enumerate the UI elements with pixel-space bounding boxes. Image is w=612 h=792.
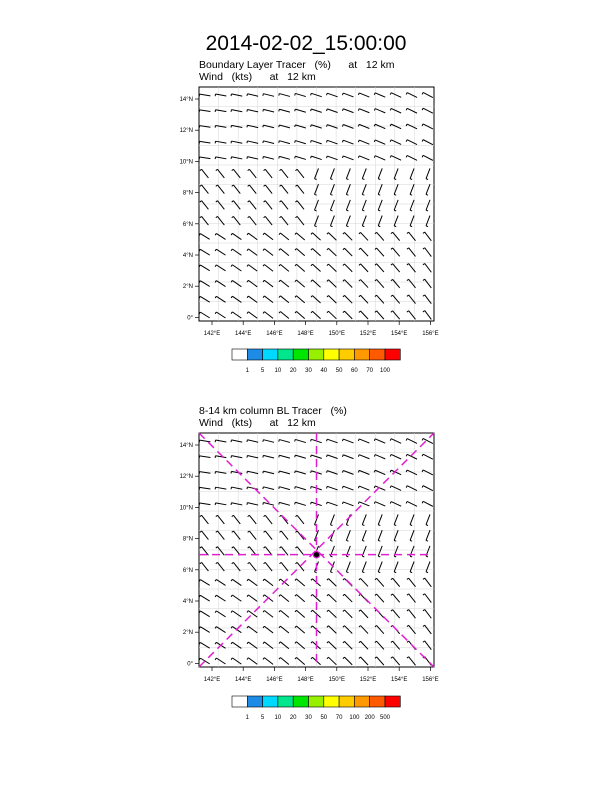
panel1-ytick-label: 12°N — [179, 128, 193, 135]
panel1-colorbar-label: 5 — [260, 368, 265, 374]
panel1-colorbar-label: 30 — [305, 368, 312, 374]
panel1-ytick-label: 6°N — [182, 221, 193, 228]
panel2-wind-barb-flag — [327, 502, 328, 504]
panel2-ytick-label: 10°N — [179, 505, 193, 512]
panel2-colorbar-box — [263, 696, 278, 707]
panel1-xtick-label: 148°E — [297, 331, 314, 337]
panel2-wind-barb-flag — [263, 503, 264, 505]
panel1-ytick-label: 8°N — [182, 190, 193, 197]
panel2-wind-barb-flag — [311, 455, 312, 457]
panel2-xtick-label: 152°E — [359, 677, 377, 683]
panel2-wind-barb-flag — [295, 502, 296, 504]
panel1-colorbar-label: 10 — [274, 368, 282, 374]
panel2-xtick-label: 142°E — [203, 677, 221, 683]
panel2-ytick-label: 4°N — [182, 599, 193, 605]
panel1-xtick-label: 142°E — [203, 331, 221, 337]
panel2-colorbar-box — [370, 696, 385, 707]
panel2-colorbar-label: 10 — [274, 715, 282, 721]
panel2-xtick-label: 154°E — [390, 677, 408, 683]
panel1-colorbar-label: 20 — [289, 368, 297, 374]
panel2-wind-barb-flag — [327, 455, 328, 457]
panel1-xtick-label: 144°E — [234, 331, 252, 337]
panel1-colorbar-label: 60 — [351, 368, 358, 374]
panel2-colorbar-box — [354, 696, 369, 707]
panel2-wind-barb-flag — [295, 471, 296, 473]
panel2-colorbar-box — [293, 696, 308, 707]
panel2-colorbar-box — [309, 696, 324, 707]
panel2-xtick-label: 156°E — [422, 677, 439, 683]
panel2-colorbar-label: 1 — [245, 715, 249, 721]
panel2-xtick-label: 150°E — [328, 677, 346, 683]
panel2-colorbar-box — [247, 696, 262, 707]
panel2-wind-barb-flag — [279, 440, 280, 442]
page-title: 2014-02-02_15:00:00 — [205, 32, 407, 55]
panel2-subtitle-wind: Wind (kts) at 12 km — [199, 417, 316, 429]
panel2-colorbar-box — [278, 696, 293, 707]
panel2-colorbar-box — [385, 696, 400, 707]
panel1-ytick-label: 4°N — [182, 253, 193, 259]
panel2-colorbar-box — [232, 696, 247, 707]
panel2-wind-barb-flag — [279, 487, 280, 489]
panel1-xtick-label: 150°E — [328, 331, 346, 337]
panel2-colorbar-label: 5 — [260, 715, 265, 721]
panel2-colorbar-label: 20 — [289, 715, 297, 721]
panel2-subtitle-tracer: 8-14 km column BL Tracer (%) — [199, 405, 347, 417]
panel2-wind-barb-flag — [263, 440, 264, 442]
panel2-ytick-label: 12°N — [179, 474, 193, 481]
panel2-wind-barb-flag — [295, 455, 296, 457]
panel2-colorbar-label: 200 — [364, 715, 375, 721]
panel1-subtitle-wind: Wind (kts) at 12 km — [199, 71, 316, 83]
panel2-wind-barb-flag — [279, 455, 280, 457]
panel2-center-marker — [313, 551, 319, 557]
panel2-wind-barb-flag — [311, 439, 312, 441]
panel2-colorbar-box — [339, 696, 354, 707]
panel2-wind-barb-flag — [279, 502, 280, 504]
panel1-colorbar-label: 1 — [245, 368, 249, 374]
panel1-xtick-label: 156°E — [422, 331, 439, 337]
panel1-xtick-label: 146°E — [266, 331, 283, 337]
panel2-wind-barb-flag — [295, 439, 296, 441]
panel2-ytick-label: 0° — [187, 661, 193, 668]
panel2-ytick-label: 2°N — [182, 630, 193, 637]
panel1-ytick-label: 14°N — [179, 97, 193, 103]
panel1-colorbar-label: 50 — [335, 368, 343, 374]
panel1-subtitle-tracer: Boundary Layer Tracer (%) at 12 km — [199, 59, 395, 71]
panel2-wind-barb-flag — [311, 471, 312, 473]
panel2-wind-barb-flag — [263, 455, 264, 457]
panel2-wind-barb-flag — [327, 471, 328, 473]
panel1-xtick-label: 152°E — [359, 331, 377, 337]
panel2-ytick-label: 14°N — [179, 443, 193, 449]
panel1-colorbar-label: 40 — [320, 368, 328, 374]
panel2-xtick-label: 144°E — [234, 677, 252, 683]
panel2-ytick-label: 6°N — [182, 567, 193, 574]
panel1-colorbar-label: 70 — [366, 368, 374, 374]
panel2-xtick-label: 146°E — [266, 677, 283, 683]
panel2-wind-barb-flag — [311, 486, 312, 488]
panel2-wind-barb-flag — [295, 487, 296, 489]
panel1-colorbar-label: 100 — [379, 368, 391, 374]
panel2-ytick-label: 8°N — [182, 536, 193, 543]
panel1-ytick-label: 10°N — [179, 159, 193, 166]
panel1-ytick-label: 0° — [187, 315, 193, 322]
panel2-wind-barb-flag — [311, 502, 312, 504]
panel2-xtick-label: 148°E — [297, 677, 314, 683]
panel2-colorbar-label: 50 — [320, 715, 328, 721]
panel2-wind-barb-flag — [263, 471, 264, 473]
panel2-colorbar-box — [324, 696, 339, 707]
panel2-colorbar-label: 100 — [349, 715, 360, 721]
panel1-xtick-label: 154°E — [390, 331, 408, 337]
panel2-wind-barb-flag — [327, 486, 328, 488]
panel2-colorbar-label: 30 — [305, 715, 312, 721]
panel2-wind-barb-flag — [263, 487, 264, 489]
panel1-ytick-label: 2°N — [182, 284, 193, 291]
panel2-wind-barb-flag — [327, 439, 328, 441]
panel2-wind-barb-flag — [279, 471, 280, 473]
panel2-colorbar-label: 500 — [379, 715, 391, 721]
panel2-colorbar-label: 70 — [335, 715, 343, 721]
